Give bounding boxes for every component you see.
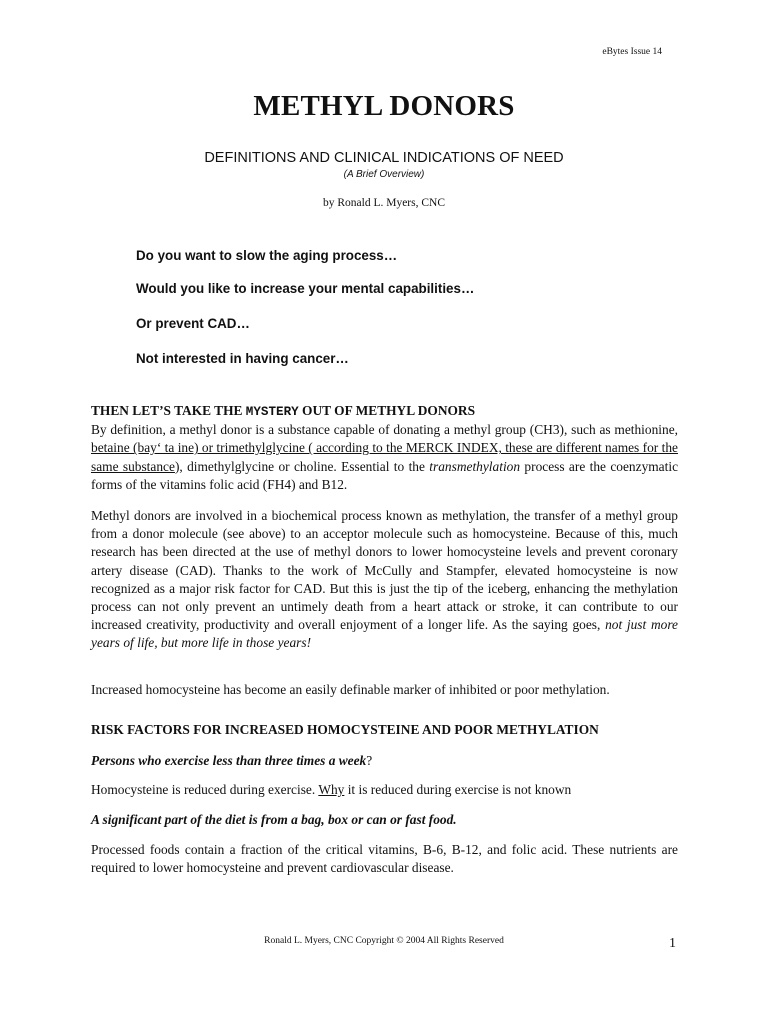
document-subtitle: DEFINITIONS AND CLINICAL INDICATIONS OF NEED	[204, 150, 564, 166]
section-heading-risk-factors: RISK FACTORS FOR INCREASED HOMOCYSTEINE AND POOR METHYLATION	[91, 722, 599, 737]
paragraph-methylation: Methyl donors are involved in a biochemical process known as methylation, the transfer of a methyl group from a donor molecule (see above) to an acceptor molecule such as homocysteine. Because of this, much research has been directed at the use of methyl donors to lower homocysteine levels and prevent coronary artery disease (CAD). Thanks to the work of McCully and Stampfer, elevated homocysteine is now recognized as a major risk factor for CAD. But this is just the tip of the iceberg, enhancing the methylation process can not only prevent an untimely death from a heart attack or stroke, it can contribute to our increased creativity, productivity and overall enjoyment of a longer life. As the saying goes, not just more years of life, but more life in those years!	[91, 508, 678, 651]
processed-food-explanation: Processed foods contain a fraction of the critical vitamins, B-6, B-12, and folic acid. These nutrients are required to lower homocysteine and prevent cardiovascular disease.	[91, 842, 678, 876]
author-byline: by Ronald L. Myers, CNC	[322, 197, 446, 209]
document-title: METHYL DONORS	[253, 90, 515, 122]
question-mental: Would you like to increase your mental capabilities…	[136, 281, 475, 296]
issue-label: eBytes Issue 14	[602, 47, 662, 57]
question-cad: Or prevent CAD…	[136, 316, 250, 331]
exercise-explanation: Homocysteine is reduced during exercise. Why it is reduced during exercise is not known	[91, 782, 572, 797]
risk-factor-processed-food: A significant part of the diet is from a bag, box or can or fast food.	[91, 812, 457, 827]
page-number: 1	[669, 936, 676, 951]
risk-factor-exercise: Persons who exercise less than three times a week?	[91, 753, 373, 768]
copyright-footer: Ronald L. Myers, CNC Copyright © 2004 All Rights Reserved	[264, 936, 504, 946]
section-methyl-donors	[91, 402, 678, 494]
section-heading-mystery: THEN LET’S TAKE THE MYSTERY OUT OF METHYL DONORS	[91, 403, 476, 419]
paragraph-homocysteine-marker: Increased homocysteine has become an easily definable marker of inhibited or poor methylation.	[91, 682, 610, 697]
brief-overview-note: (A Brief Overview)	[343, 169, 425, 180]
paragraph-definition: By definition, a methyl donor is a substance capable of donating a methyl group (CH3), such as methionine, betaine (bay‘ ta ine) or trimethylglycine ( according to the MERCK INDEX, these are different names for the same substance), dimethylglycine or choline. Essential to the transmethylation process are the coenzymatic forms of the vitamins folic acid (FH4) and B12.	[91, 422, 679, 492]
question-aging: Do you want to slow the aging process…	[136, 248, 398, 263]
question-cancer: Not interested in having cancer…	[136, 351, 349, 366]
